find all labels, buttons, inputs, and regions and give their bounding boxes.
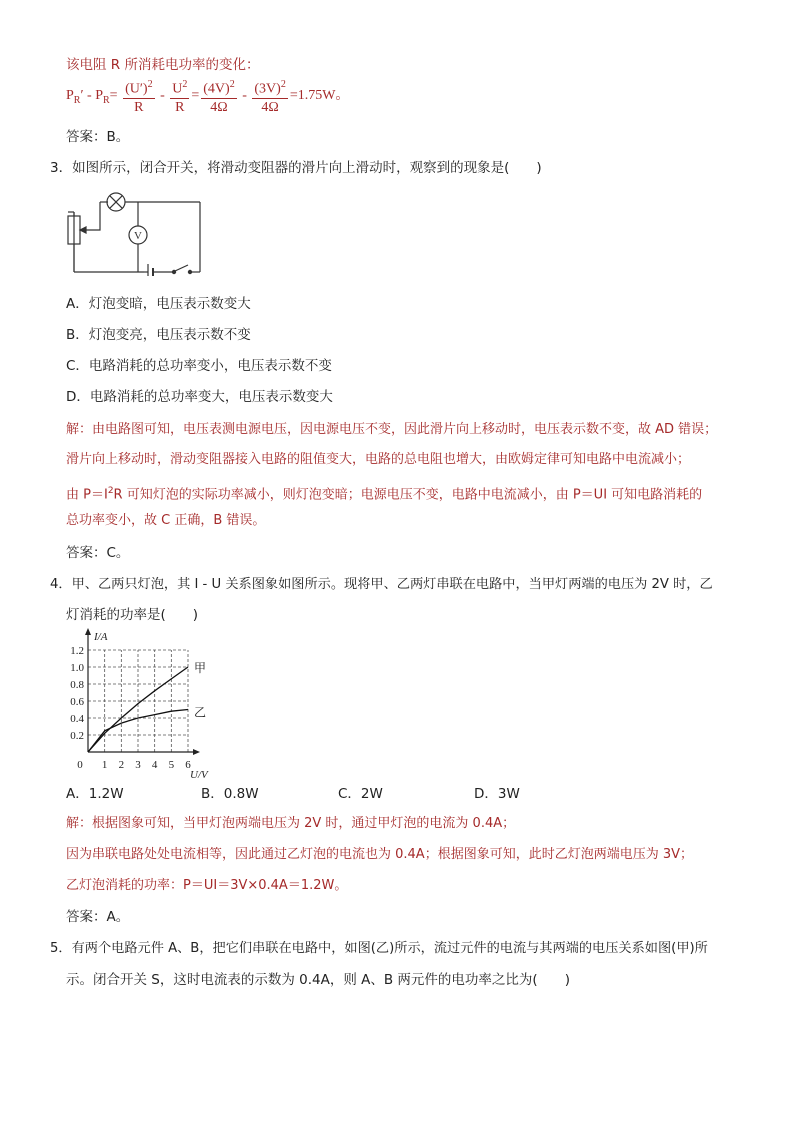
formula-sub-r: R (73, 94, 81, 106)
q3-solution-2: 滑片向上移动时，滑动变阻器接入电路的阻值变大，电路的总电阻也增大，由欧姆定律可知电路中电流减小； (66, 452, 691, 467)
q4-solution-2: 因为串联电路处处电流相等，因此通过乙灯泡的电流也为 0.4A；根据图象可知，此时乙灯泡两端电压为 3V； (66, 847, 693, 862)
power-change-formula (66, 76, 349, 116)
series-label-jia: 甲 (194, 661, 207, 675)
x-tick-label: 2 (118, 759, 125, 771)
x-axis-label: U/V (190, 769, 208, 780)
q4-solution-3: 乙灯泡消耗的功率：P＝UI＝3V×0.4A＝1.2W。 (66, 878, 348, 893)
formula-prime: ′ (80, 88, 84, 104)
frac4-sup: 2 (280, 79, 286, 90)
fraction-1 (123, 76, 155, 116)
q3-solution-3 (66, 482, 702, 504)
q4-option-a: A．1.2W (66, 786, 124, 802)
y-tick-label: 0.2 (70, 730, 84, 742)
q3-option-b: B．灯泡变亮，电压表示数不变 (66, 327, 251, 343)
y-tick-label: 0.8 (70, 679, 84, 691)
formula-minus3: - (238, 88, 251, 104)
frac3-sup: 2 (229, 79, 235, 90)
intro-line: 该电阻 R 所消耗电功率的变化： (66, 57, 260, 73)
q3-option-d: D．电路消耗的总功率变大，电压表示数变大 (66, 389, 333, 405)
frac2-den: R (175, 99, 185, 115)
y-tick-label: 0.6 (70, 696, 84, 708)
frac1-num: (U′) (125, 81, 148, 97)
q4-option-d: D．3W (474, 786, 520, 802)
q4-option-c: C．2W (338, 786, 383, 802)
q3-sol3-sup: 2 (107, 486, 114, 496)
q4-answer: 答案：A。 (66, 909, 130, 925)
frac1-den: R (134, 99, 144, 115)
q3-option-c: C．电路消耗的总功率变小，电压表示数不变 (66, 358, 332, 374)
q4-option-b: B．0.8W (201, 786, 259, 802)
frac2-sup: 2 (182, 79, 188, 90)
q3-option-a: A．灯泡变暗，电压表示数变大 (66, 296, 251, 312)
q4-iu-chart (62, 628, 232, 780)
frac3-den: 4Ω (210, 99, 228, 115)
x-tick-label: 4 (151, 759, 158, 771)
x-tick-label: 0 (77, 759, 83, 771)
fraction-2 (170, 76, 189, 116)
voltmeter-label: V (134, 230, 142, 242)
q4-stem-1: 4．甲、乙两只灯泡，其 I - U 关系图象如图所示。现将甲、乙两灯串联在电路中，当甲灯两端的电压为 2V 时，乙 (50, 577, 713, 592)
q5-stem-1: 5．有两个电路元件 A、B，把它们串联在电路中，如图(乙)所示，流过元件的电流与其两端的电压关系如图(甲)所 (50, 941, 708, 956)
q4-solution-1: 解：根据图象可知，当甲灯泡两端电压为 2V 时，通过甲灯泡的电流为 0.4A； (66, 816, 516, 831)
x-tick-label: 3 (135, 759, 141, 771)
fraction-4 (252, 76, 287, 116)
formula-sub-r2: R (102, 94, 110, 106)
q3-stem: 3．如图所示，闭合开关，将滑动变阻器的滑片向上滑动时，观察到的现象是( ) (50, 160, 542, 176)
y-axis-label: I/A (94, 631, 108, 643)
formula-p: P (66, 88, 74, 104)
frac4-num: (3V) (254, 81, 281, 97)
q3-solution-4: 总功率变小，故 C 正确，B 错误。 (66, 513, 266, 528)
fraction-3 (201, 76, 236, 116)
frac3-num: (4V) (203, 81, 230, 97)
formula-minus-p: - P (83, 88, 103, 104)
series-label-yi: 乙 (194, 705, 207, 720)
frac2-num: U (172, 81, 183, 97)
q4-stem-2: 灯消耗的功率是( ) (66, 607, 199, 623)
x-tick-label: 6 (185, 759, 191, 771)
x-axis-arrow-icon (193, 749, 200, 755)
frac4-den: 4Ω (261, 99, 279, 115)
formula-minus: - (156, 88, 169, 104)
q3-sol3-part-b: R 可知灯泡的实际功率减小，则灯泡变暗；电源电压不变，电路中电流减小，由 P＝UI 可知电路消耗的 (113, 487, 703, 503)
q3-answer: 答案：C。 (66, 545, 130, 561)
formula-eq: = (109, 88, 118, 104)
answer-prev: 答案：B。 (66, 129, 130, 145)
y-axis-arrow-icon (85, 628, 91, 635)
formula-result: =1.75W。 (289, 88, 350, 104)
q3-circuit-diagram (64, 188, 214, 276)
frac1-sup: 2 (147, 79, 153, 90)
y-tick-label: 1.2 (70, 645, 84, 657)
x-tick-label: 1 (101, 759, 108, 771)
y-tick-label: 0.4 (70, 713, 84, 725)
q3-sol3-part-a: 由 P＝I (66, 487, 108, 503)
x-tick-label: 5 (168, 759, 175, 771)
q3-solution-1: 解：由电路图可知，电压表测电源电压，因电源电压不变，因此滑片向上移动时，电压表示数不变，故 AD 错误； (66, 422, 718, 437)
formula-eq2: = (191, 88, 200, 104)
q5-stem-2: 示。闭合开关 S，这时电流表的示数为 0.4A，则 A、B 两元件的电功率之比为( ) (66, 972, 570, 988)
y-tick-label: 1.0 (70, 662, 84, 674)
